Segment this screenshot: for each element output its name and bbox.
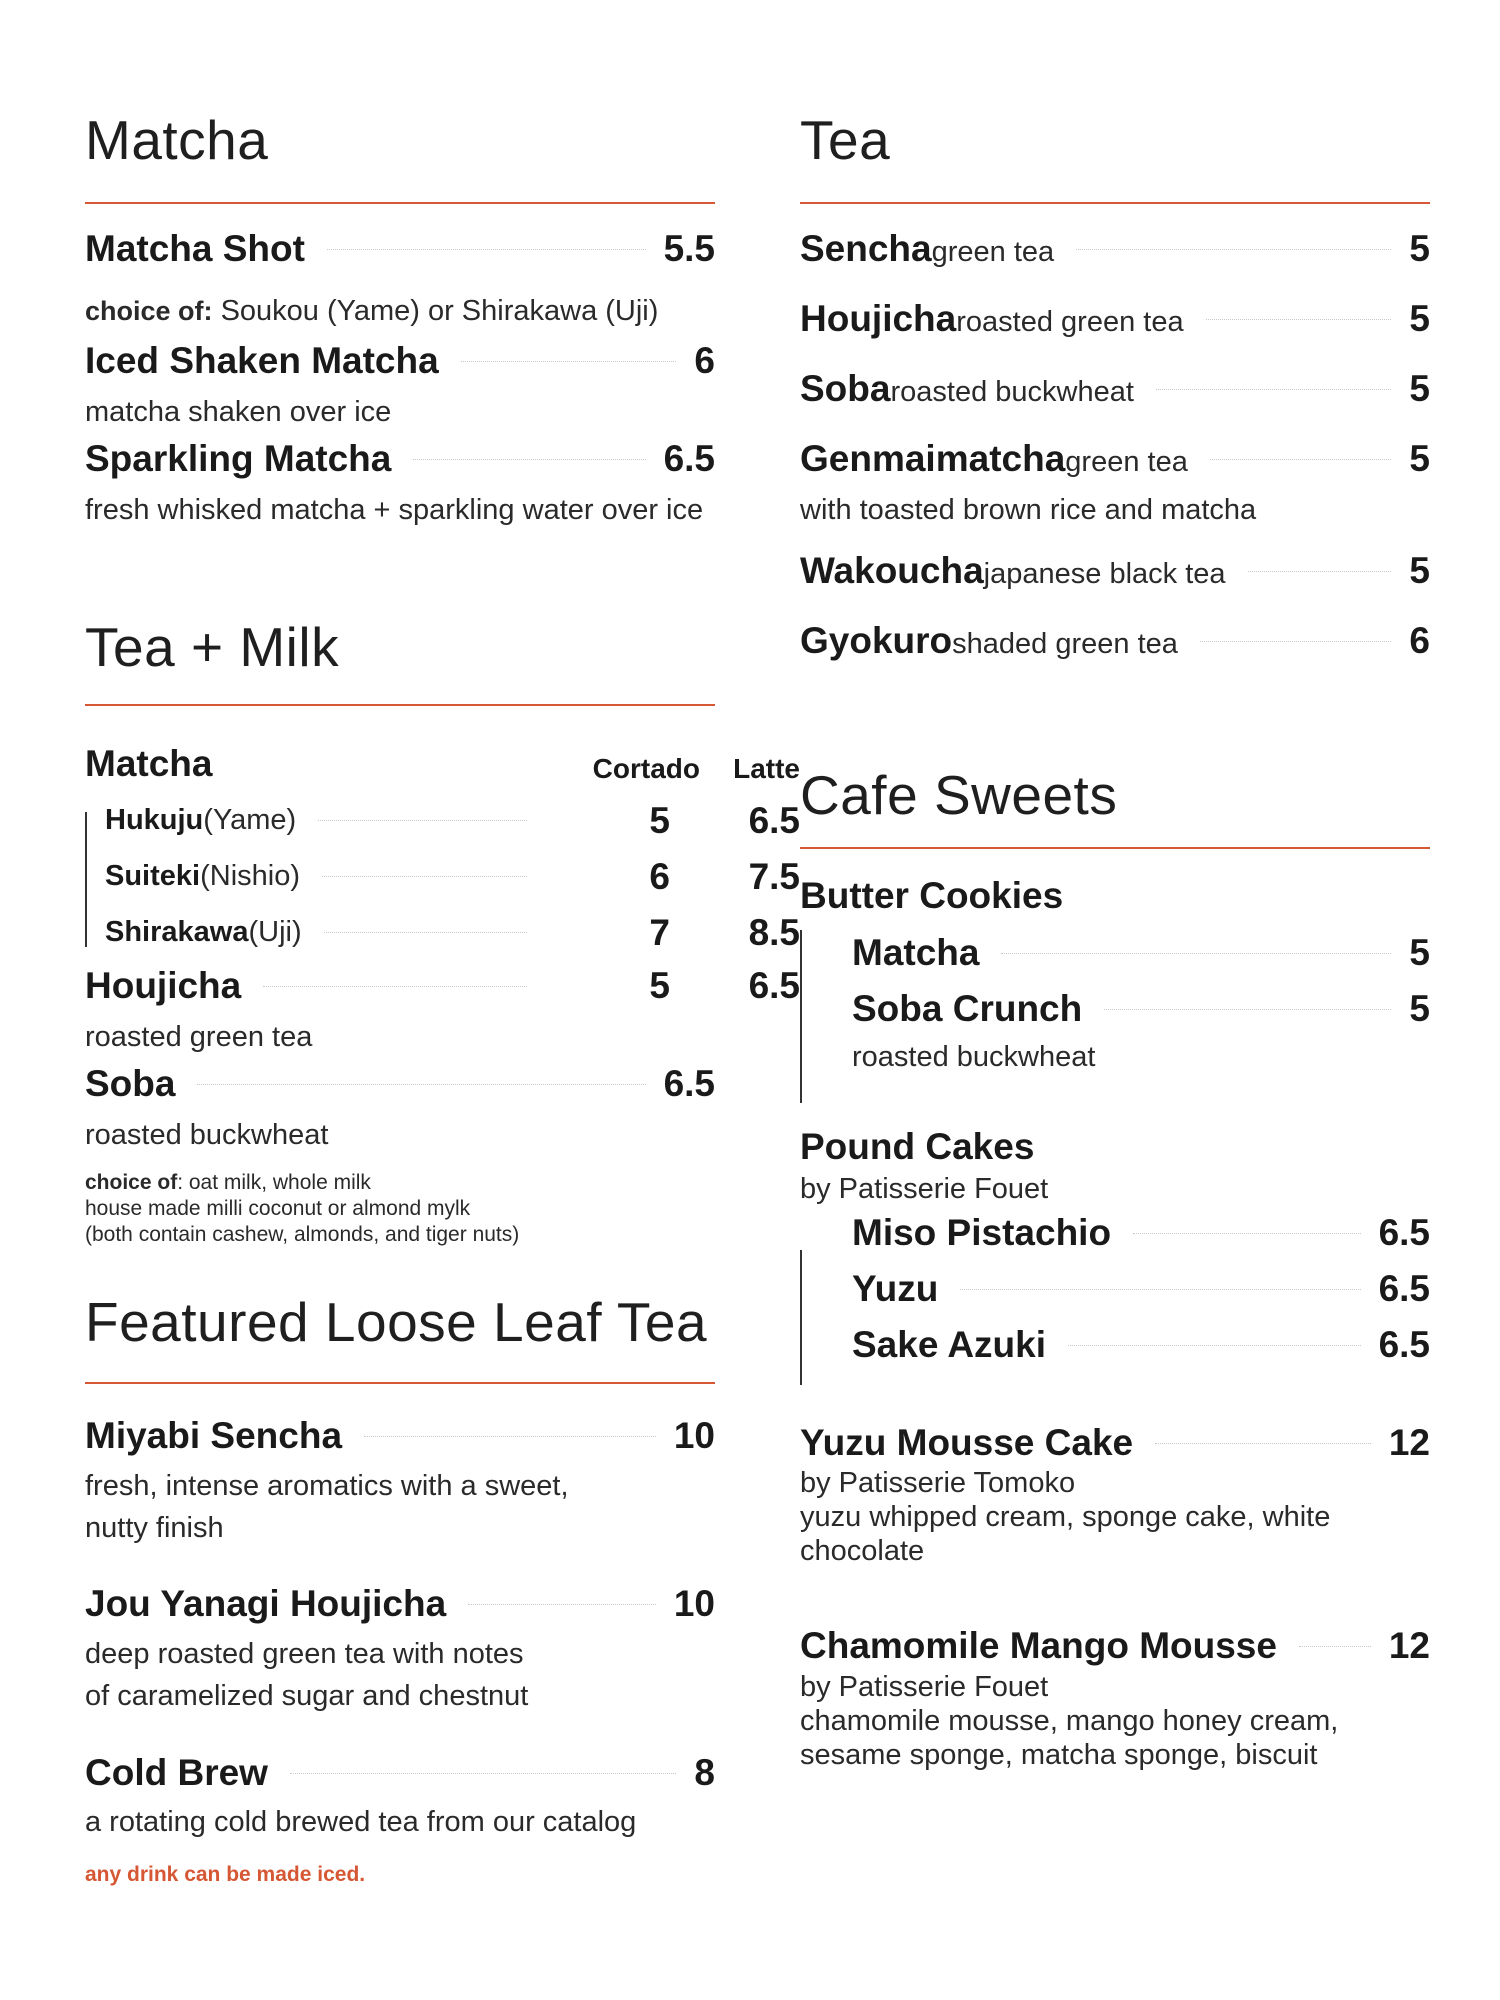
leader-dots	[1155, 1443, 1371, 1444]
item-price: 10	[673, 1415, 715, 1456]
leader-dots	[1104, 1009, 1391, 1010]
note-line1: : oat milk, whole milk	[177, 1171, 371, 1194]
leader-dots	[318, 820, 527, 821]
tea-item-houjicha	[800, 298, 1430, 340]
matcha-group-bar	[85, 812, 87, 947]
leader-dots	[327, 249, 646, 250]
tea-item-gyokuro	[800, 620, 1430, 662]
tea-milk-divider	[85, 704, 715, 706]
item-description: nutty finish	[85, 1512, 224, 1544]
iced-note: any drink can be made iced.	[85, 1863, 366, 1886]
cortado-price: 5	[649, 800, 670, 841]
item-description: roasted green tea	[85, 1021, 313, 1053]
item-description: chamomile mousse, mango honey cream,	[800, 1705, 1339, 1737]
leader-dots	[322, 876, 527, 877]
latte-price: 8.5	[748, 912, 800, 953]
tea-milk-row-suiteki	[105, 860, 545, 893]
item-subtitle: shaded green tea	[952, 628, 1178, 660]
item-description: roasted buckwheat	[85, 1119, 329, 1151]
sparkling-matcha-item	[85, 438, 715, 480]
tea-milk-row-soba	[85, 1063, 715, 1105]
milk-note-line3: (both contain cashew, almonds, and tiger nuts)	[85, 1223, 520, 1246]
butter-cookies-bar	[800, 930, 802, 1103]
cortado-price: 6	[649, 856, 670, 897]
pound-cake-item-sake-azuki	[852, 1324, 1430, 1366]
tea-item-sencha	[800, 228, 1430, 270]
item-name: Gyokuro	[800, 620, 953, 661]
latte-header: Latte	[733, 753, 800, 784]
item-name: Hukuju	[105, 804, 204, 836]
pound-cakes-label: Pound Cakes	[800, 1126, 1035, 1167]
loose-leaf-item-cold-brew	[85, 1752, 715, 1794]
matcha-shot-item	[85, 228, 715, 270]
leader-dots	[468, 1604, 656, 1605]
butter-cookies-label: Butter Cookies	[800, 875, 1064, 916]
item-name: Shirakawa	[105, 916, 249, 948]
item-name: Yuzu Mousse Cake	[800, 1422, 1134, 1463]
tea-divider	[800, 202, 1430, 204]
matcha-shot-choice	[85, 297, 658, 326]
item-description: roasted buckwheat	[852, 1041, 1096, 1073]
leader-dots	[1200, 641, 1392, 642]
latte-price: 7.5	[748, 856, 800, 897]
item-description: of caramelized sugar and chestnut	[85, 1680, 529, 1712]
item-price: 5	[1409, 368, 1430, 409]
sweet-item-chamomile-mango	[800, 1625, 1430, 1667]
sweets-section-title: Cafe Sweets	[800, 764, 1118, 826]
item-name: Sparkling Matcha	[85, 438, 392, 479]
item-description: a rotating cold brewed tea from our catalog	[85, 1806, 637, 1838]
item-price: 10	[673, 1583, 715, 1624]
item-description: matcha shaken over ice	[85, 396, 392, 428]
leader-dots	[1210, 459, 1392, 460]
pound-cake-item-miso-pistachio	[852, 1212, 1430, 1254]
item-name: Matcha	[852, 932, 980, 973]
item-price: 12	[1388, 1625, 1430, 1666]
item-price: 5.5	[663, 228, 715, 269]
item-name: Sencha	[800, 228, 932, 269]
leader-dots	[1248, 571, 1392, 572]
item-price: 5	[1409, 438, 1430, 479]
cortado-header: Cortado	[592, 753, 700, 784]
item-price: 12	[1388, 1422, 1430, 1463]
item-price: 8	[694, 1752, 715, 1793]
item-name: Iced Shaken Matcha	[85, 340, 439, 381]
leader-dots	[290, 1773, 676, 1774]
item-price: 5	[1409, 932, 1430, 973]
loose-leaf-divider	[85, 1382, 715, 1384]
tea-item-soba	[800, 368, 1430, 410]
item-name: Yuzu	[852, 1268, 939, 1309]
sweets-divider	[800, 847, 1430, 849]
cortado-price: 7	[649, 912, 670, 953]
leader-dots	[960, 1289, 1360, 1290]
loose-leaf-item-miyabi	[85, 1415, 715, 1457]
tea-milk-section-title: Tea + Milk	[85, 616, 340, 678]
tea-section-title: Tea	[800, 109, 891, 171]
choice-text: Soukou (Yame) or Shirakawa (Uji)	[212, 295, 659, 327]
pound-cake-item-yuzu	[852, 1268, 1430, 1310]
tea-milk-row-hukuju	[105, 804, 545, 837]
sweet-item-yuzu-mousse	[800, 1422, 1430, 1464]
item-subtitle: roasted buckwheat	[890, 376, 1134, 408]
pound-cakes-bar	[800, 1250, 802, 1385]
tea-item-genmaimatcha	[800, 438, 1430, 480]
item-price: 6.5	[1378, 1268, 1430, 1309]
item-name: Houjicha	[800, 298, 957, 339]
latte-price: 6.5	[663, 1063, 715, 1104]
item-name: Soba	[85, 1063, 176, 1104]
item-description: sesame sponge, matcha sponge, biscuit	[800, 1739, 1318, 1771]
item-subtitle: green tea	[931, 236, 1055, 268]
item-description: yuzu whipped cream, sponge cake, white	[800, 1501, 1331, 1533]
item-description: chocolate	[800, 1535, 925, 1567]
leader-dots	[1206, 319, 1392, 320]
item-name: Wakoucha	[800, 550, 984, 591]
leader-dots	[197, 1084, 645, 1085]
item-subtitle: green tea	[1065, 446, 1188, 478]
item-subtitle: japanese black tea	[983, 558, 1226, 590]
item-description: deep roasted green tea with notes	[85, 1638, 524, 1670]
item-price: 6	[1409, 620, 1430, 661]
item-price: 5	[1409, 298, 1430, 339]
latte-price: 6.5	[748, 800, 800, 841]
item-description: fresh whisked matcha + sparkling water over ice	[85, 494, 704, 526]
leader-dots	[1001, 953, 1391, 954]
item-name: Houjicha	[85, 965, 242, 1006]
item-price: 6.5	[663, 438, 715, 479]
leader-dots	[1068, 1345, 1361, 1346]
item-name: Matcha Shot	[85, 228, 305, 269]
item-origin: (Uji)	[248, 916, 302, 948]
milk-note-line2: house made milli coconut or almond mylk	[85, 1197, 471, 1220]
item-origin: (Nishio)	[200, 860, 300, 892]
leader-dots	[364, 1436, 656, 1437]
item-name: Soba Crunch	[852, 988, 1083, 1029]
leader-dots	[1299, 1646, 1371, 1647]
item-name: Suiteki	[105, 860, 201, 892]
leader-dots	[413, 459, 645, 460]
item-maker: by Patisserie Tomoko	[800, 1467, 1076, 1499]
item-price: 6.5	[1378, 1212, 1430, 1253]
item-price: 6	[694, 340, 715, 381]
cortado-price: 5	[649, 965, 670, 1006]
choice-label: choice of:	[85, 296, 213, 326]
milk-choice-note	[85, 1170, 371, 1196]
leader-dots	[1156, 389, 1392, 390]
item-name: Genmaimatcha	[800, 438, 1066, 479]
tea-item-wakoucha	[800, 550, 1430, 592]
leader-dots	[263, 986, 527, 987]
item-name: Soba	[800, 368, 891, 409]
item-name: Cold Brew	[85, 1752, 268, 1793]
tea-milk-row-houjicha	[85, 965, 545, 1007]
leader-dots	[461, 361, 677, 362]
butter-cookie-item-matcha	[852, 932, 1430, 974]
leader-dots	[1076, 249, 1391, 250]
item-name: Miso Pistachio	[852, 1212, 1112, 1253]
pound-cakes-maker: by Patisserie Fouet	[800, 1173, 1049, 1205]
item-name: Chamomile Mango Mousse	[800, 1625, 1277, 1666]
item-price: 5	[1409, 550, 1430, 591]
leader-dots	[324, 932, 527, 933]
note-label: choice of	[85, 1171, 178, 1194]
butter-cookie-item-soba-crunch	[852, 988, 1430, 1030]
item-price: 5	[1409, 228, 1430, 269]
loose-leaf-section-title: Featured Loose Leaf Tea	[85, 1291, 708, 1353]
latte-price: 6.5	[748, 965, 800, 1006]
item-name: Sake Azuki	[852, 1324, 1046, 1365]
item-subtitle: roasted green tea	[956, 306, 1184, 338]
item-price: 5	[1409, 988, 1430, 1029]
item-origin: (Yame)	[203, 804, 297, 836]
item-description: fresh, intense aromatics with a sweet,	[85, 1470, 569, 1502]
iced-shaken-matcha-item	[85, 340, 715, 382]
item-description: with toasted brown rice and matcha	[800, 494, 1257, 526]
tea-milk-matcha-label: Matcha	[85, 743, 213, 784]
item-name: Jou Yanagi Houjicha	[85, 1583, 447, 1624]
tea-milk-row-shirakawa	[105, 916, 545, 949]
matcha-divider	[85, 202, 715, 204]
item-maker: by Patisserie Fouet	[800, 1671, 1049, 1703]
item-price: 6.5	[1378, 1324, 1430, 1365]
matcha-section-title: Matcha	[85, 109, 269, 171]
leader-dots	[1133, 1233, 1361, 1234]
item-name: Miyabi Sencha	[85, 1415, 343, 1456]
loose-leaf-item-jou-yanagi	[85, 1583, 715, 1625]
